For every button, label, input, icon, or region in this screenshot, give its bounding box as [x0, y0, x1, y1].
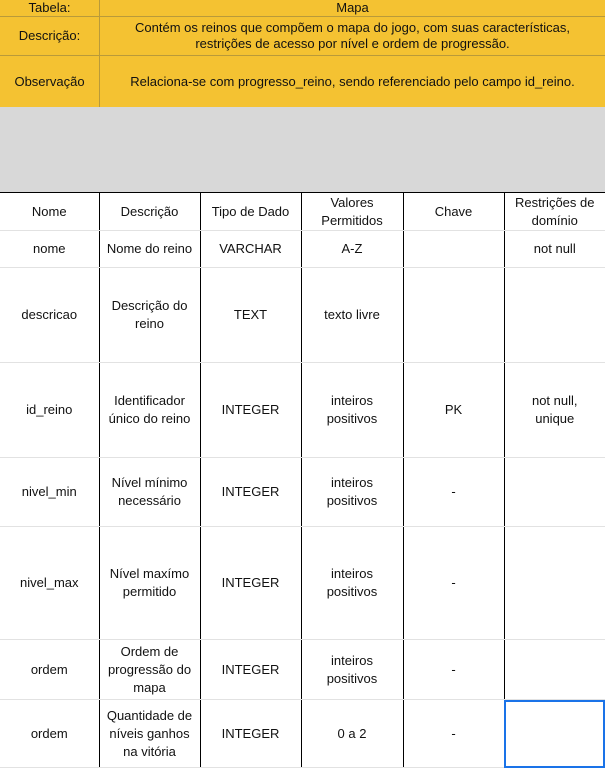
- cell-valores[interactable]: [301, 231, 403, 268]
- cell-line: mapa: [133, 679, 166, 695]
- description-label[interactable]: Descrição:: [18, 28, 81, 43]
- cell-line: Nível maxímo: [109, 566, 190, 581]
- cell-restricoes[interactable]: [504, 527, 605, 640]
- columns-table: [0, 192, 605, 768]
- column-header-nome[interactable]: Nome: [0, 193, 99, 231]
- cell-chave[interactable]: -: [403, 527, 504, 640]
- column-header-chave[interactable]: Chave: [403, 193, 504, 231]
- cell-tipo[interactable]: INTEGER: [200, 527, 301, 640]
- cell-line: níveis ganhos: [109, 725, 190, 741]
- cell-line: único do reino: [108, 411, 191, 426]
- cell-line: progressão do: [107, 661, 192, 677]
- table-row: [0, 231, 605, 268]
- cell-tipo[interactable]: TEXT: [200, 268, 301, 363]
- header-line: Permitidos: [321, 212, 383, 228]
- cell-nome[interactable]: nivel_min: [0, 458, 99, 527]
- cell-tipo[interactable]: VARCHAR: [200, 231, 301, 268]
- column-header-valores[interactable]: [301, 193, 403, 231]
- table-header-block: [0, 0, 605, 107]
- cell-nome[interactable]: id_reino: [0, 363, 99, 458]
- column-header-restricoes[interactable]: [504, 193, 605, 231]
- description-value[interactable]: [100, 17, 605, 55]
- cell-chave[interactable]: [403, 231, 504, 268]
- cell-line: inteiros: [331, 475, 373, 490]
- description-line: Contém os reinos que compõem o mapa do jogo, com suas características,: [135, 20, 570, 35]
- cell-descricao[interactable]: [99, 527, 200, 640]
- table-row: [0, 700, 605, 768]
- table-row: [0, 363, 605, 458]
- table-name-label[interactable]: Tabela:: [28, 0, 71, 15]
- cell-line: inteiros: [331, 652, 373, 668]
- cell-valores[interactable]: [301, 527, 403, 640]
- cell-line: Identificador: [114, 393, 185, 408]
- empty-gray-band: [0, 107, 605, 192]
- cell-line: na vitória: [123, 743, 176, 759]
- cell-line: positivos: [326, 493, 378, 508]
- cell-valores[interactable]: [301, 458, 403, 527]
- table-row: [0, 268, 605, 363]
- cell-line: not null: [533, 241, 576, 256]
- cell-line: reino: [135, 316, 164, 331]
- cell-chave[interactable]: -: [403, 640, 504, 700]
- cell-tipo[interactable]: INTEGER: [200, 700, 301, 768]
- cell-line: permitido: [122, 584, 177, 599]
- cell-line: inteiros: [331, 393, 373, 408]
- table-name-value[interactable]: Mapa: [336, 0, 369, 15]
- table-row: [0, 527, 605, 640]
- cell-valores[interactable]: [301, 700, 403, 768]
- cell-line: Nome do reino: [106, 241, 193, 256]
- cell-nome[interactable]: nivel_max: [0, 527, 99, 640]
- cell-restricoes[interactable]: [504, 268, 605, 363]
- cell-descricao[interactable]: [99, 363, 200, 458]
- cell-descricao[interactable]: [99, 231, 200, 268]
- cell-nome[interactable]: ordem: [0, 700, 99, 768]
- cell-nome[interactable]: nome: [0, 231, 99, 268]
- cell-line: texto livre: [324, 307, 380, 322]
- cell-descricao[interactable]: [99, 458, 200, 527]
- cell-line: Quantidade de: [106, 707, 193, 723]
- cell-chave[interactable]: [403, 268, 504, 363]
- cell-line: not null,: [531, 393, 578, 408]
- note-label[interactable]: Observação: [14, 73, 85, 89]
- table-header-row: [0, 193, 605, 231]
- description-line: restrições de acesso por nível e ordem de progressão.: [195, 36, 510, 51]
- header-line: Restrições de: [515, 194, 595, 210]
- cell-chave[interactable]: -: [403, 458, 504, 527]
- cell-descricao[interactable]: [99, 700, 200, 768]
- cell-valores[interactable]: [301, 268, 403, 363]
- cell-tipo[interactable]: INTEGER: [200, 458, 301, 527]
- note-value[interactable]: Relaciona-se com progresso_reino, sendo referenciado pelo campo id_reino.: [130, 73, 575, 89]
- cell-restricoes[interactable]: [504, 700, 605, 768]
- cell-restricoes[interactable]: [504, 640, 605, 700]
- cell-descricao[interactable]: [99, 640, 200, 700]
- cell-chave[interactable]: PK: [403, 363, 504, 458]
- cell-chave[interactable]: -: [403, 700, 504, 768]
- table-row: [0, 458, 605, 527]
- cell-line: Ordem de: [120, 643, 179, 659]
- cell-restricoes[interactable]: [504, 363, 605, 458]
- cell-line: inteiros: [331, 566, 373, 581]
- cell-restricoes[interactable]: [504, 231, 605, 268]
- header-line: domínio: [531, 212, 578, 228]
- cell-tipo[interactable]: INTEGER: [200, 363, 301, 458]
- cell-line: A-Z: [341, 241, 363, 256]
- header-line: Valores: [330, 194, 374, 210]
- cell-line: positivos: [326, 670, 378, 686]
- cell-line: Descrição do: [111, 298, 188, 313]
- column-header-tipo[interactable]: Tipo de Dado: [200, 193, 301, 231]
- cell-line: 0 a 2: [337, 725, 367, 741]
- cell-nome[interactable]: descricao: [0, 268, 99, 363]
- cell-line: positivos: [326, 411, 378, 426]
- cell-line: positivos: [326, 584, 378, 599]
- column-header-descricao[interactable]: Descrição: [99, 193, 200, 231]
- cell-line: Nível mínimo: [111, 475, 188, 490]
- cell-descricao[interactable]: [99, 268, 200, 363]
- table-row: [0, 640, 605, 700]
- cell-line: unique: [535, 411, 575, 426]
- cell-restricoes[interactable]: [504, 458, 605, 527]
- cell-valores[interactable]: [301, 640, 403, 700]
- cell-line: necessário: [118, 493, 181, 508]
- cell-tipo[interactable]: INTEGER: [200, 640, 301, 700]
- cell-nome[interactable]: ordem: [0, 640, 99, 700]
- cell-valores[interactable]: [301, 363, 403, 458]
